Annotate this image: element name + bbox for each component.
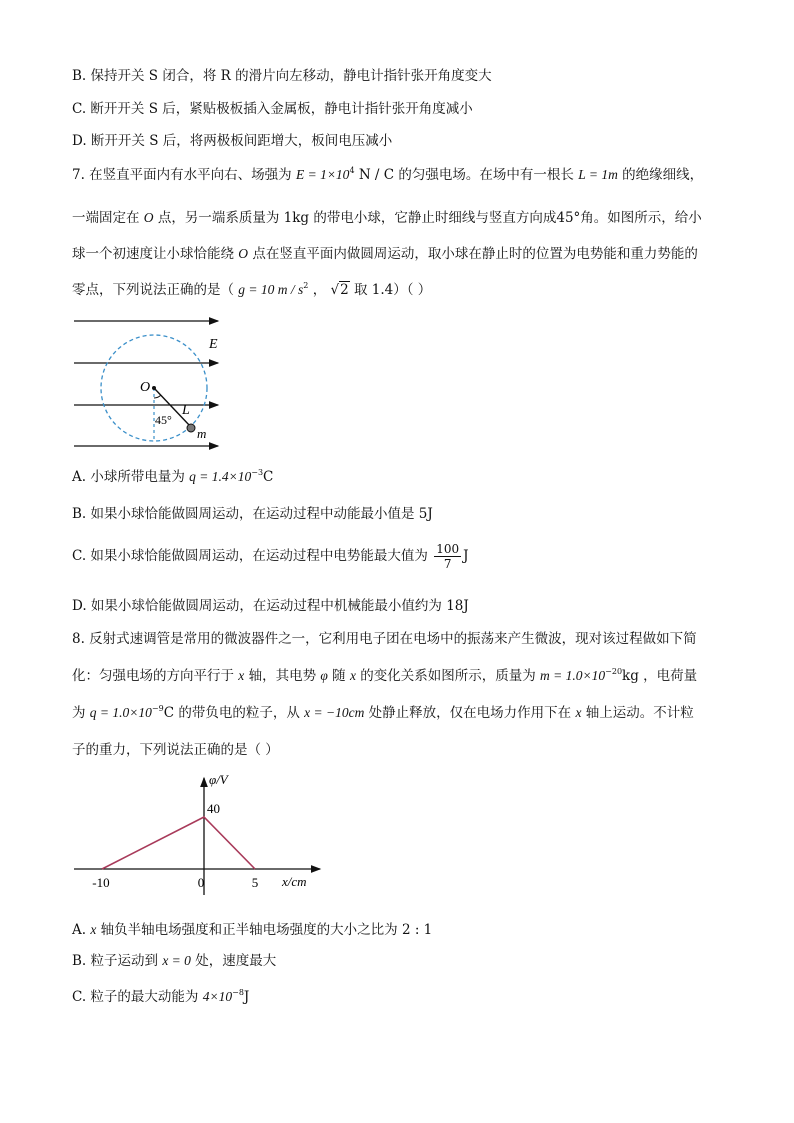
q7-line2-b: 点，另一端系质量为 — [157, 210, 280, 226]
q7-sqrt-val: 2 — [340, 282, 349, 298]
q7-option-a-eq: q = 1.4×10 — [189, 469, 252, 484]
q7-point-o-2: O — [238, 246, 249, 261]
q8-line2-b: 轴，其电势 — [248, 668, 317, 684]
q7-g-eq: g = 10 m / s — [238, 282, 304, 297]
angle-arc — [154, 395, 161, 398]
q8-option-a-label: A. — [72, 922, 87, 938]
q8-option-a-x: x — [90, 922, 97, 937]
q8-option-a — [72, 922, 432, 938]
q7-mass: 1kg — [283, 210, 310, 226]
label-angle: 45° — [155, 413, 172, 427]
phi-line — [102, 817, 255, 869]
ball-m — [187, 424, 195, 432]
q8-line3-b: 的带负电的粒子，从 — [178, 705, 300, 721]
q8-option-a-text: 轴负半轴电场强度和正半轴电场强度的大小之比为 — [100, 922, 398, 938]
q7-option-d: D. 如果小球恰能做圆周运动，在运动过程中机械能最小值约为 18J — [72, 598, 469, 614]
q8-line3-a: 为 — [72, 705, 86, 721]
q6-option-b: B. 保持开关 S 闭合，将 R 的滑片向左移动，静电计指针张开角度变大 — [72, 68, 492, 84]
q7-option-b: B. 如果小球恰能做圆周运动，在运动过程中动能最小值是 5J — [72, 506, 433, 522]
y-axis-label: φ/V — [209, 772, 228, 787]
q8-option-b-text-2: 处，速度最大 — [195, 953, 277, 969]
q7-option-c-unit: J — [463, 548, 469, 564]
label-o: O — [140, 380, 151, 395]
q8-option-c — [72, 989, 249, 1005]
q8-var-x-2: x — [349, 668, 356, 683]
q8-charge-eq: q = 1.0×10 — [89, 705, 152, 720]
q8-option-c-exp: −8 — [232, 988, 244, 997]
q7-stem-line-1 — [72, 167, 703, 183]
q8-var-x-3: x — [575, 705, 582, 720]
q7-field-eq: E = 1×10 — [295, 167, 350, 182]
q8-line2-e: ，电荷量 — [643, 668, 698, 684]
q8-stem-line-1: 8. 反射式速调管是常用的微波器件之一，它利用电子团在电场中的振荡来产生微波，现对该过程做如下简 — [72, 631, 697, 647]
q7-option-c-text: C. 如果小球恰能做圆周运动，在运动过程中电势能最大值为 — [72, 548, 428, 564]
q7-option-a-text: A. 小球所带电量为 — [72, 469, 185, 485]
pivot-o — [152, 386, 156, 390]
q7-stem-line-2 — [72, 210, 702, 226]
q8-option-c-unit: J — [243, 989, 250, 1005]
x-tick-label: -10 — [92, 875, 110, 890]
q8-var-phi: φ — [320, 668, 328, 683]
q6-option-c: C. 断开开关 S 后，紧贴极板插入金属板，静电计指针张开角度减小 — [72, 101, 473, 117]
q7-field-unit: N / C — [354, 167, 395, 183]
q8-option-b-eq: x = 0 — [162, 953, 191, 968]
q7-option-c — [72, 542, 469, 571]
q7-intro: 7. 在竖直平面内有水平向右、场强为 — [72, 167, 292, 183]
fraction-denominator: 7 — [443, 557, 452, 571]
fraction-numerator: 100 — [436, 542, 460, 556]
q7-option-a-unit: C — [263, 469, 274, 485]
q8-line2-c: 随 — [332, 668, 346, 684]
q7-intro-c: 的绝缘细线， — [622, 167, 704, 183]
q8-var-x: x — [238, 668, 245, 683]
q7-option-a — [72, 469, 273, 485]
q7-line2-a: 一端固定在 — [72, 210, 140, 226]
phi-series — [102, 817, 255, 869]
label-m: m — [197, 426, 207, 441]
q6-option-d: D. 断开开关 S 后，将两极板间距增大，板间电压减小 — [72, 133, 393, 149]
q8-mass-unit: kg — [622, 668, 639, 684]
y-tick-label: 40 — [207, 801, 220, 816]
q7-line4-b: ， — [312, 282, 327, 298]
q7-field-exp: 4 — [349, 166, 355, 175]
q7-line4-a: 零点，下列说法正确的是（ — [72, 282, 234, 298]
q7-option-a-exp: −3 — [251, 468, 264, 477]
q8-line3-c: 处静止释放，仅在电场力作用下在 — [368, 705, 572, 721]
q8-start-eq: x = −10cm — [304, 705, 365, 720]
q7-intro-b: 的匀强电场。在场中有一根长 — [398, 167, 574, 183]
phi-ticks — [92, 801, 258, 890]
label-l: L — [182, 403, 190, 418]
q8-mass-exp: −20 — [605, 667, 623, 676]
q8-option-c-eq: 4×10 — [202, 989, 233, 1004]
q8-option-b-text: B. 粒子运动到 — [72, 953, 159, 969]
q8-charge-exp: −9 — [151, 704, 164, 713]
q7-line3-a: 球一个初速度让小球恰能绕 — [72, 246, 234, 262]
label-e: E — [209, 337, 218, 352]
q7-figure — [66, 308, 236, 458]
q8-line3-d: 轴上运动。不计粒 — [585, 705, 694, 721]
q8-stem-line-3 — [72, 705, 694, 721]
q7-line3-b: 点在竖直平面内做圆周运动，取小球在静止时的位置为电势能和重力势能的 — [252, 246, 698, 262]
fraction — [434, 542, 461, 571]
x-tick-label: 0 — [197, 875, 205, 890]
q8-line2-a: 化：匀强电场的方向平行于 — [72, 668, 234, 684]
q7-stem-line-3 — [72, 246, 698, 262]
q8-option-b — [72, 953, 276, 969]
q8-option-c-text: C. 粒子的最大动能为 — [72, 989, 199, 1005]
q7-point-o: O — [143, 210, 154, 225]
x-axis-label: x/cm — [282, 874, 307, 889]
q7-line2-c: 的带电小球，它静止时细线与竖直方向成45°角。如图所示，给小 — [313, 210, 702, 226]
q8-chart — [70, 770, 330, 900]
q7-g-exp: 2 — [303, 281, 309, 290]
q8-stem-line-4: 子的重力，下列说法正确的是（ ） — [72, 742, 279, 758]
sqrt-symbol: √ — [330, 282, 340, 298]
q8-stem-line-2 — [72, 668, 697, 684]
q8-line2-d: 的变化关系如图所示，质量为 — [360, 668, 536, 684]
q7-line4-c: 取 1.4）（ ） — [353, 282, 432, 298]
q8-mass-eq: m = 1.0×10 — [540, 668, 606, 683]
q8-option-a-ratio: 2 : 1 — [401, 922, 433, 938]
q7-stem-line-4 — [72, 282, 431, 298]
q7-length-eq: L = 1m — [578, 167, 618, 182]
x-tick-label: 5 — [251, 875, 259, 890]
q8-charge-unit: C — [163, 705, 175, 721]
